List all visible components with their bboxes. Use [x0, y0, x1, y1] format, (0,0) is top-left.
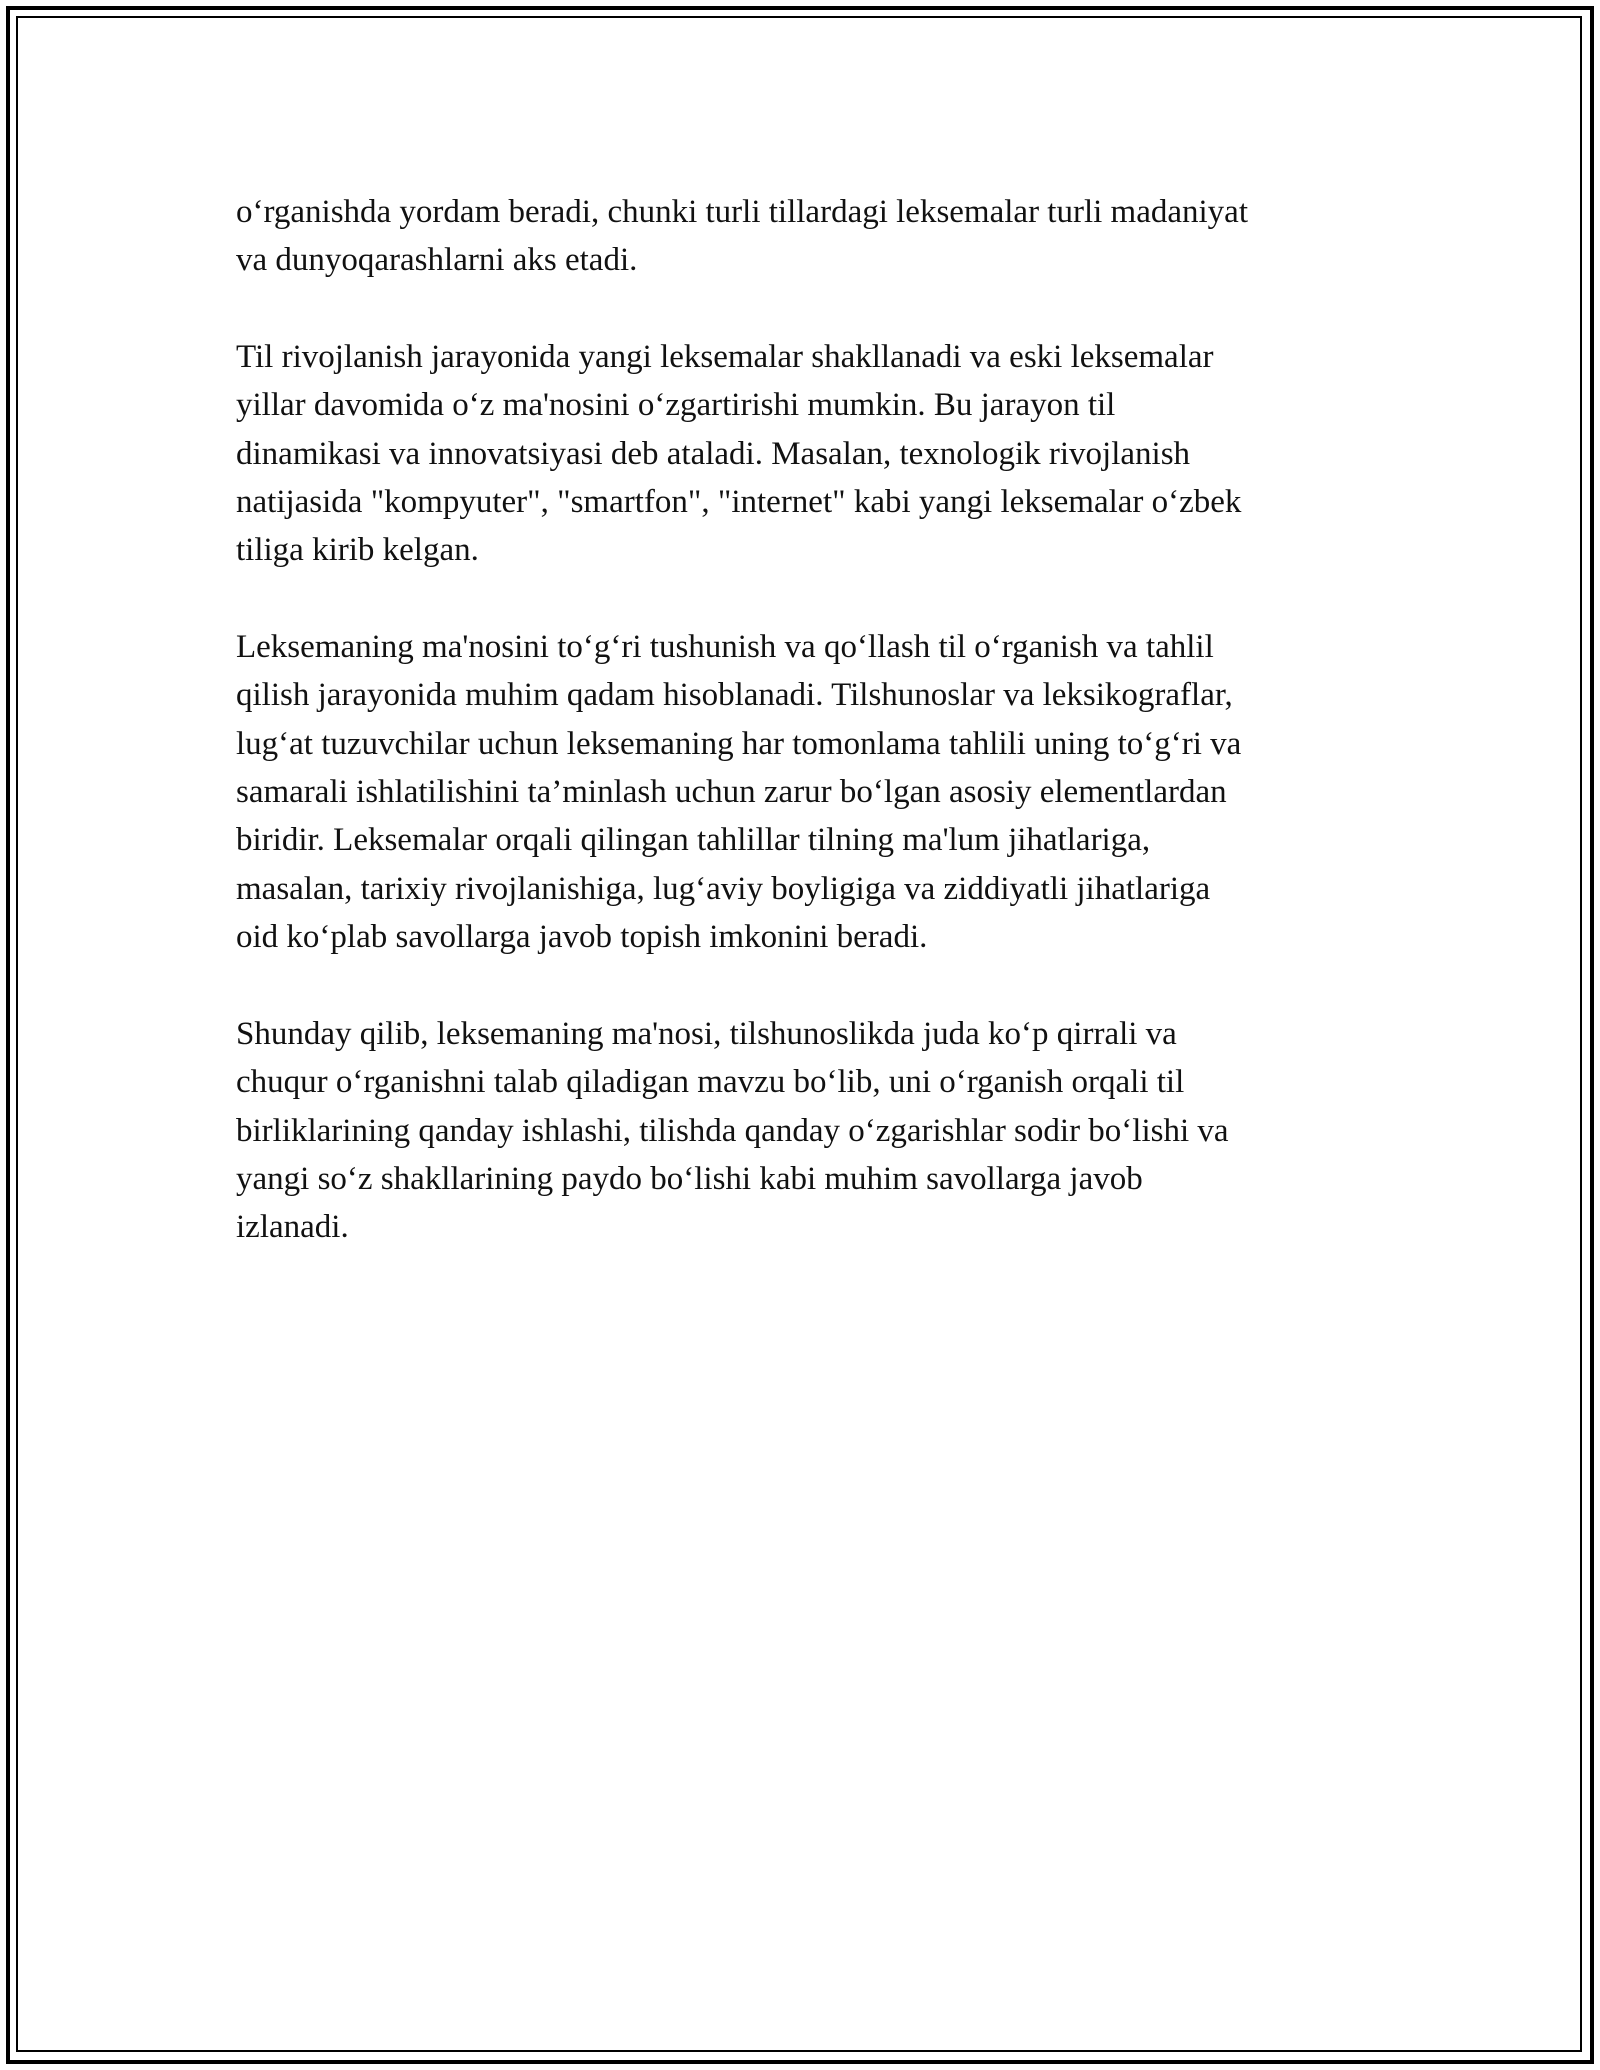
- text-line: va dunyoqarashlarni aks etadi.: [236, 242, 638, 279]
- text-line: oid ko‘plab savollarga javob topish imkonini beradi.: [236, 919, 928, 956]
- text-line: izlanadi.: [236, 1209, 349, 1246]
- text-line: chuqur o‘rganishni talab qiladigan mavzu bo‘lib, uni o‘rganish orqali til: [236, 1064, 1185, 1101]
- text-line: samarali ishlatilishini ta’minlash uchun zarur bo‘lgan asosiy elementlardan: [236, 774, 1227, 811]
- text-line: masalan, tarixiy rivojlanishiga, lug‘aviy boyligiga va ziddiyatli jihatlariga: [236, 870, 1211, 907]
- text-line: Til rivojlanish jarayonida yangi leksemalar shakllanadi va eski leksemalar: [236, 338, 1214, 375]
- document-body: [236, 188, 1366, 1300]
- text-line: yillar davomida o‘z ma'nosini o‘zgartirishi mumkin. Bu jarayon til: [236, 387, 1116, 424]
- text-line: qilish jarayonida muhim qadam hisoblanadi. Tilshunoslar va leksikograflar,: [236, 677, 1233, 714]
- text-line: Shunday qilib, leksemaning ma'nosi, tilshunoslikda juda ko‘p qirrali va: [236, 1015, 1177, 1052]
- text-line: lug‘at tuzuvchilar uchun leksemaning har tomonlama tahlili uning to‘g‘ri va: [236, 725, 1242, 762]
- paragraph-2: [236, 333, 1366, 575]
- text-line: o‘rganishda yordam beradi, chunki turli tillardagi leksemalar turli madaniyat: [236, 194, 1248, 230]
- text-line: tiliga kirib kelgan.: [236, 532, 479, 569]
- paragraph-3: [236, 623, 1366, 962]
- text-line: yangi so‘z shakllarining paydo bo‘lishi kabi muhim savollarga javob: [236, 1160, 1143, 1197]
- paragraph-4: [236, 1010, 1366, 1252]
- text-line: Leksemaning ma'nosini to‘g‘ri tushunish va qo‘llash til o‘rganish va tahlil: [236, 628, 1214, 665]
- paragraph-1: [236, 188, 1366, 285]
- text-line: natijasida "kompyuter", "smartfon", "internet" kabi yangi leksemalar o‘zbek: [236, 484, 1242, 521]
- text-line: biridir. Leksemalar orqali qilingan tahlillar tilning ma'lum jihatlariga,: [236, 822, 1151, 859]
- text-line: dinamikasi va innovatsiyasi deb ataladi. Masalan, texnologik rivojlanish: [236, 435, 1191, 472]
- text-line: birliklarining qanday ishlashi, tilishda qanday o‘zgarishlar sodir bo‘lishi va: [236, 1112, 1229, 1149]
